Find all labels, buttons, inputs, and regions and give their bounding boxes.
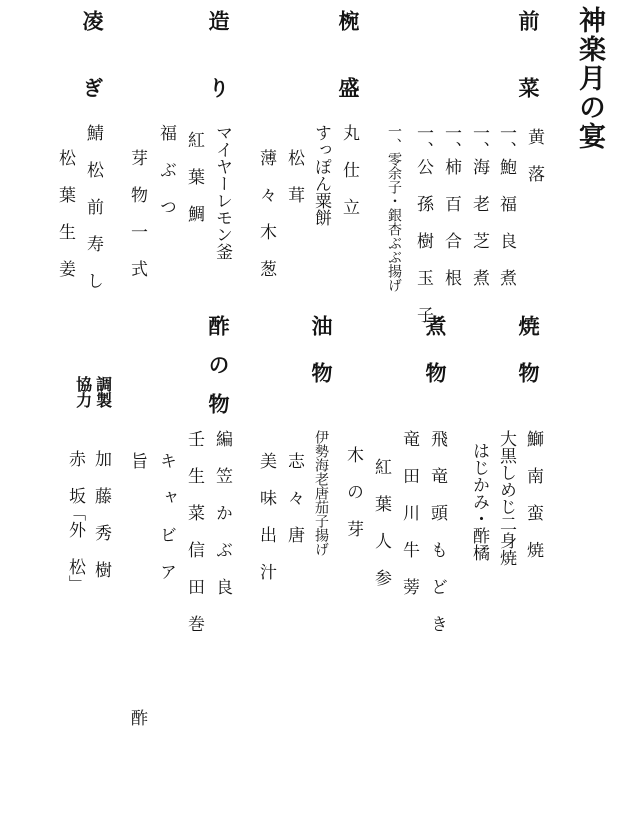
zensai-item: 一、零余子・銀杏ぶぶ揚げ	[386, 124, 402, 292]
nimono-item: 竜 田 川 牛 蒡	[399, 430, 419, 595]
course-heading-sunomono: 酢の物	[206, 315, 231, 432]
tsukuri-item: 福 ぶ つ	[156, 124, 176, 215]
course-heading-aburamono: 油物	[309, 315, 334, 409]
course-heading-zensai: 前菜	[516, 10, 541, 144]
credit-label-chousei: 調製	[93, 376, 113, 408]
restaurant-name: 赤 坂「外 松」	[65, 450, 85, 592]
nimono-item: 木 の 芽	[343, 446, 363, 537]
zensai-item: 一、鮑 福 良 煮	[496, 124, 516, 286]
wanmori-item: 丸 仕 立	[339, 124, 359, 215]
wanmori-item: 薄 々 木 葱	[256, 149, 276, 277]
tsukuri-item: マイヤーレモン釜	[212, 124, 232, 260]
course-heading-nimono: 煮物	[423, 315, 448, 409]
wanmori-item: すっぽん粟餅	[311, 124, 331, 226]
zensai-item: 一、海 老 芝 煮	[469, 124, 489, 286]
nimono-item: 紅 葉 人 参	[371, 458, 391, 586]
aburamono-item: 志 々 唐	[284, 452, 304, 543]
zensai-item: 一、柿 百 合 根	[441, 124, 461, 286]
yakimono-item: 鰤 南 蛮 焼	[523, 430, 543, 558]
sunomono-item: 壬 生 菜 信 田 巻	[184, 430, 204, 632]
credit-label-kyouryoku: 協力	[73, 376, 93, 408]
shinogi-item: 松 葉 生 姜	[55, 149, 75, 277]
sunomono-item: 編 笠 か ぶ 良	[212, 430, 232, 595]
chef-name: 加 藤 秀 樹	[91, 450, 111, 578]
wanmori-item: 松 茸	[284, 149, 304, 203]
course-heading-shinogi: 凌ぎ	[80, 10, 105, 144]
shinogi-item: 鯖 松 前 寿 し	[83, 124, 103, 289]
course-heading-tsukuri: 造り	[206, 10, 231, 144]
nimono-item: 飛 竜 頭 も ど き	[427, 430, 447, 632]
course-heading-yakimono: 焼物	[516, 315, 541, 409]
zensai-item: 黄 落	[524, 128, 544, 182]
aburamono-item: 美 味 出 汁	[256, 452, 276, 580]
yakimono-item: はじかみ・酢橘	[469, 442, 489, 561]
tsukuri-item: 芽 物 一 式	[127, 149, 147, 277]
yakimono-item: 大黒しめじ二身焼	[496, 430, 516, 566]
menu-title: 神楽月の宴	[574, 6, 605, 151]
sunomono-item: キ ャ ビ ア	[156, 452, 176, 580]
aburamono-item: 伊勢海老唐茄子揚げ	[313, 430, 329, 556]
zensai-item: 一、公 孫 樹 玉 子	[413, 124, 433, 323]
sunomono-item: 旨 酢	[127, 452, 147, 836]
tsukuri-item: 紅 葉 鯛	[184, 131, 204, 222]
course-heading-wanmori: 椀盛	[336, 10, 361, 144]
